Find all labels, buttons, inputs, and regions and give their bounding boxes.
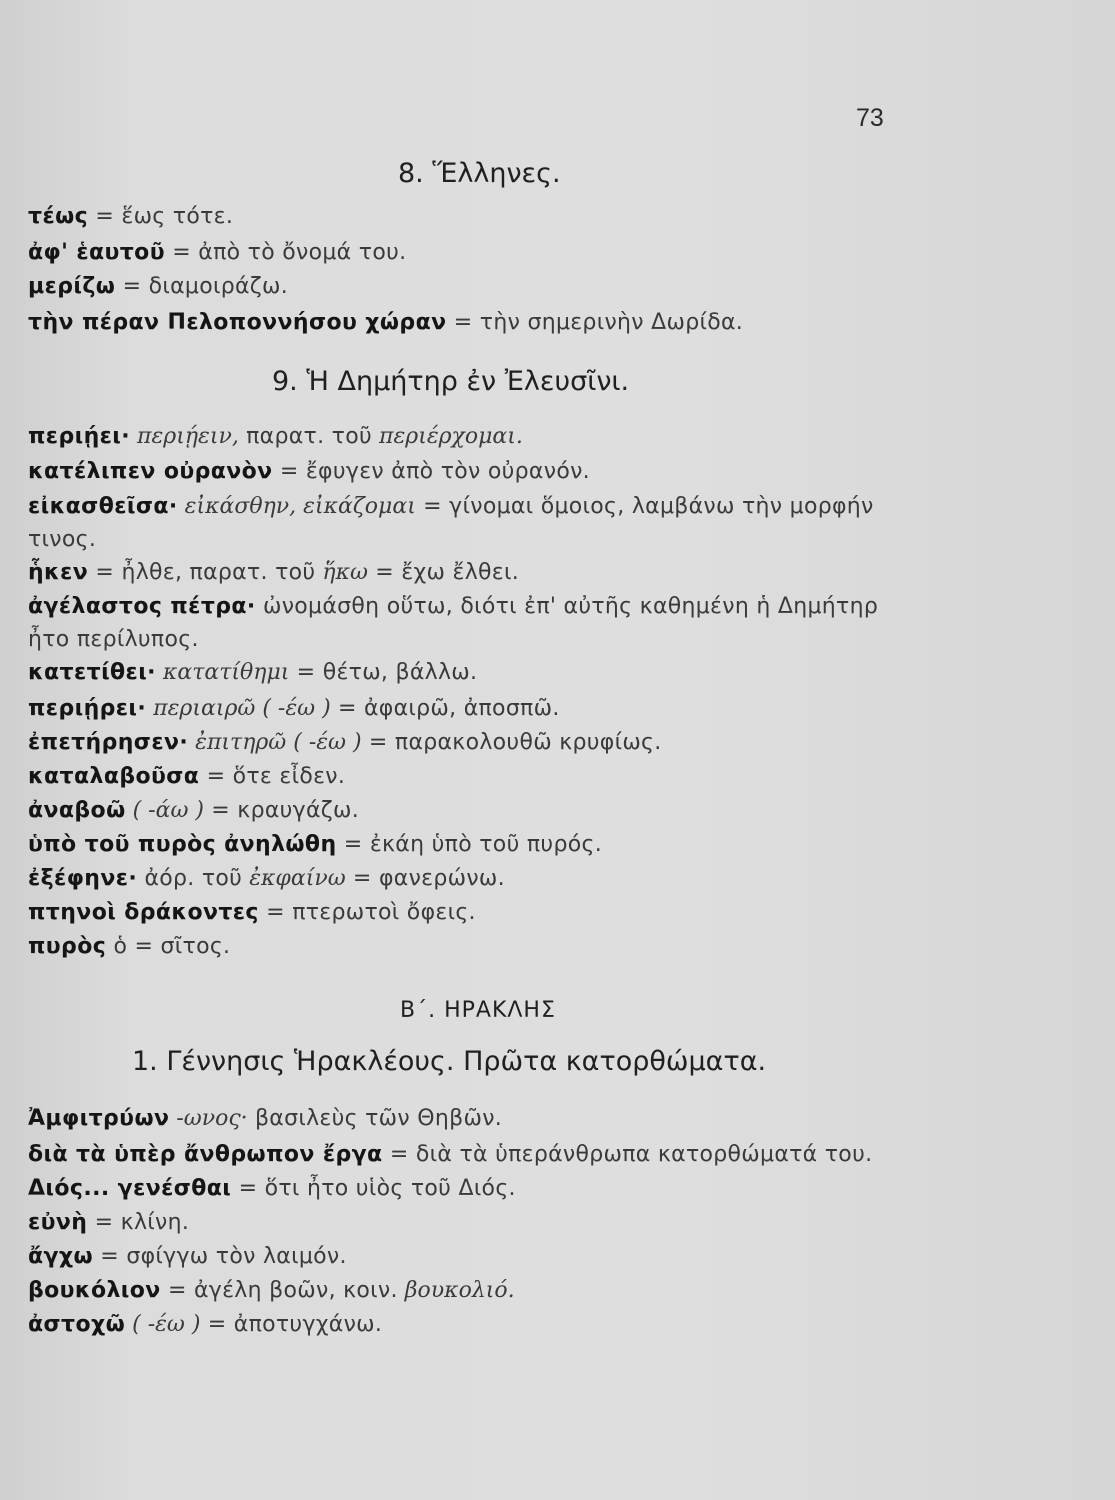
entry-definition: = διὰ τὰ ὑπεράνθρωπα κατορθώματά του. bbox=[382, 1142, 873, 1167]
entry-definition: = θέτω, βάλλω. bbox=[289, 660, 478, 685]
glossary-entry bbox=[28, 656, 477, 689]
entry-form: εἰκάζομαι bbox=[296, 494, 416, 519]
page-number: 73 bbox=[856, 104, 884, 132]
entry-term: διὰ τὰ ὑπὲρ ἄνθρωπον ἔργα bbox=[28, 1142, 383, 1167]
entry-form: βουκολιό. bbox=[397, 1278, 515, 1303]
entry-definition: = ὅτι ἦτο υἱὸς τοῦ Διός. bbox=[231, 1176, 516, 1201]
glossary-entry bbox=[28, 490, 913, 556]
glossary-entry bbox=[28, 828, 602, 861]
entry-form: ἐπιτηρῶ ( -έω ) bbox=[188, 730, 362, 755]
glossary-entry bbox=[28, 1102, 502, 1135]
glossary-entry bbox=[28, 1308, 382, 1341]
glossary-entry bbox=[28, 200, 233, 233]
glossary-entry bbox=[28, 896, 476, 929]
entry-term: περιῄρει· bbox=[28, 696, 147, 721]
entry-term: κατετίθει· bbox=[28, 660, 156, 685]
entry-definition: = ὅτε εἶδεν. bbox=[199, 764, 346, 789]
glossary-entry bbox=[28, 760, 345, 793]
glossary-entry bbox=[28, 420, 523, 453]
entry-term: εὐνὴ bbox=[28, 1210, 88, 1235]
glossary-entry bbox=[28, 1138, 872, 1171]
glossary-entry bbox=[28, 930, 230, 963]
entry-term: περιῄει· bbox=[28, 424, 131, 449]
glossary-entry bbox=[28, 236, 406, 269]
entry-term: εἰκασθεῖσα· bbox=[28, 494, 178, 519]
entry-term: ἧκεν bbox=[28, 560, 89, 585]
entry-definition: = ἀφαιρῶ, ἀποσπῶ. bbox=[330, 696, 560, 721]
entry-term: τέως bbox=[28, 204, 89, 229]
entry-term: μερίζω bbox=[28, 274, 116, 299]
glossary-entry bbox=[28, 794, 359, 827]
entry-definition: = ἀποτυγχάνω. bbox=[200, 1312, 383, 1337]
entry-definition: = γίνομαι ὅμοιος, λαμβάνω τὴν μορφήν τινος. bbox=[28, 494, 874, 552]
entry-definition: = κραυγάζω. bbox=[203, 798, 360, 823]
glossary-entry bbox=[28, 556, 519, 589]
entry-form: κατατίθημι bbox=[155, 660, 290, 685]
glossary-entry bbox=[28, 590, 913, 656]
glossary-entry bbox=[28, 726, 662, 759]
entry-term: ἀφ' ἑαυτοῦ bbox=[28, 240, 165, 265]
entry-definition: ὁ = σῖτος. bbox=[106, 934, 231, 959]
entry-form: περιαιρῶ ( -έω ) bbox=[146, 696, 331, 721]
entry-term: Διός... γενέσθαι bbox=[28, 1176, 232, 1201]
entry-definition: = διαμοιράζω. bbox=[115, 274, 289, 299]
entry-definition: = σφίγγω τὸν λαιμόν. bbox=[93, 1244, 347, 1269]
entry-form: ( -έω ) bbox=[125, 1312, 201, 1337]
entry-term: πυρὸς bbox=[28, 934, 107, 959]
entry-definition: = ἔφυγεν ἀπὸ τὸν οὐρανόν. bbox=[272, 459, 590, 484]
entry-term: ἄγχω bbox=[28, 1244, 94, 1269]
glossary-entry bbox=[28, 1206, 189, 1239]
entry-term: ἀστοχῶ bbox=[28, 1312, 126, 1337]
section-8-heading: 8. Ἕλληνες. bbox=[398, 158, 561, 189]
entry-definition: βασιλεὺς τῶν Θηβῶν. bbox=[247, 1106, 503, 1131]
entry-form: ( -άω ) bbox=[125, 798, 204, 823]
entry-form: ἥκω bbox=[315, 560, 368, 585]
section-1-heading: 1. Γέννησις Ἡρακλέους. Πρῶτα κατορθώματα. bbox=[132, 1046, 767, 1077]
entry-definition: = ἕως τότε. bbox=[88, 204, 234, 229]
entry-form: εἰκάσθην, bbox=[177, 494, 297, 519]
entry-term: ἐξέφηνε· bbox=[28, 866, 138, 891]
entry-term: ἀγέλαστος πέτρα· bbox=[28, 594, 256, 619]
entry-definition: = κλίνη. bbox=[87, 1210, 190, 1235]
entry-form: -ωνος· bbox=[169, 1106, 248, 1131]
glossary-entry bbox=[28, 455, 590, 488]
section-9-heading: 9. Ἡ Δημήτηρ ἐν Ἐλευσῖνι. bbox=[272, 366, 630, 397]
entry-definition: = τὴν σημερινὴν Δωρίδα. bbox=[446, 310, 744, 335]
entry-term: κατέλιπεν οὐρανὸν bbox=[28, 459, 273, 484]
entry-definition: = φανερώνω. bbox=[345, 866, 505, 891]
glossary-entry bbox=[28, 862, 505, 895]
entry-definition: = ἀπὸ τὸ ὄνομά του. bbox=[164, 240, 407, 265]
entry-term: ὑπὸ τοῦ πυρὸς ἀνηλώθη bbox=[28, 832, 337, 857]
glossary-entry bbox=[28, 306, 743, 339]
entry-term: ἀναβοῶ bbox=[28, 798, 126, 823]
entry-form: περιέρχομαι. bbox=[372, 424, 523, 449]
entry-definition: = πτερωτοὶ ὄφεις. bbox=[258, 900, 476, 925]
glossary-entry bbox=[28, 1172, 516, 1205]
entry-definition: ἀόρ. τοῦ bbox=[137, 866, 243, 891]
entry-definition: = παρακολουθῶ κρυφίως. bbox=[361, 730, 662, 755]
glossary-entry bbox=[28, 270, 288, 303]
entry-term: τὴν πέραν Πελοποννήσου χώραν bbox=[28, 310, 447, 335]
entry-term: Ἀμφιτρύων bbox=[28, 1106, 170, 1131]
entry-definition: = ἦλθε, παρατ. τοῦ bbox=[88, 560, 316, 585]
entry-form: περιῄειν, bbox=[130, 424, 239, 449]
entry-term: ἐπετήρησεν· bbox=[28, 730, 189, 755]
glossary-entry bbox=[28, 1274, 515, 1307]
part-b-heading: Β΄. ΗΡΑΚΛΗΣ bbox=[400, 998, 556, 1023]
entry-term: πτηνοὶ δράκοντες bbox=[28, 900, 259, 925]
entry-definition: = ἐκάη ὑπὸ τοῦ πυρός. bbox=[336, 832, 602, 857]
glossary-entry bbox=[28, 1240, 347, 1273]
entry-term: βουκόλιον bbox=[28, 1278, 161, 1303]
glossary-entry bbox=[28, 692, 560, 725]
entry-definition: ὠνομάσθη οὕτω, διότι ἐπ' αὐτῆς καθημένη ἡ Δημήτηρ ἦτο περίλυπος. bbox=[28, 594, 879, 652]
entry-form: ἐκφαίνω bbox=[242, 866, 346, 891]
entry-definition: παρατ. τοῦ bbox=[238, 424, 372, 449]
entry-term: καταλαβοῦσα bbox=[28, 764, 200, 789]
entry-definition: = ἀγέλη βοῶν, κοιν. bbox=[160, 1278, 398, 1303]
entry-definition: = ἔχω ἔλθει. bbox=[367, 560, 520, 585]
